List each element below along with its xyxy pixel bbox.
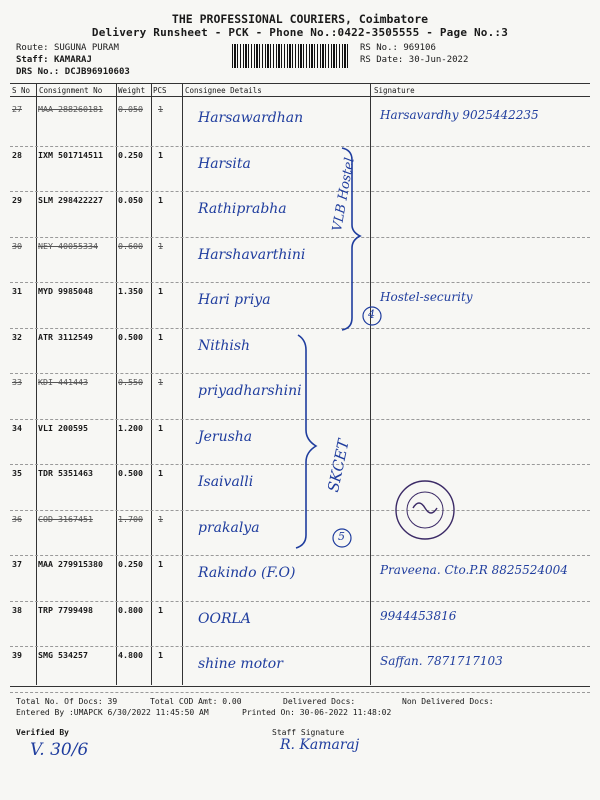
- row-sno: 32: [12, 331, 22, 342]
- row-sno: 31: [12, 286, 22, 296]
- row-weight: 0.800: [118, 604, 143, 615]
- row-pcs: 1: [158, 195, 163, 205]
- verified-by-label: Verified By: [16, 728, 69, 737]
- row-sno: 36: [12, 513, 22, 524]
- row-pcs: 1: [158, 468, 163, 478]
- row-consignment-no: VLI 200595: [38, 422, 88, 433]
- row-sno: 28: [12, 149, 22, 160]
- drs-value: DCJB96910603: [64, 67, 130, 77]
- row-consignee: Jerusha: [198, 428, 253, 445]
- annotation-group2-count: 5: [338, 530, 345, 543]
- annotation-group1-count: 4: [368, 308, 375, 321]
- row-pcs: 1: [158, 513, 163, 524]
- row-weight: 4.800: [118, 650, 143, 660]
- delivered-docs: Delivered Docs:: [283, 697, 356, 706]
- row-weight: 1.700: [118, 513, 143, 524]
- row-pcs: 1: [158, 604, 163, 615]
- row-weight: 0.550: [118, 377, 143, 387]
- row-signature: Praveena. Cto.P.R 8825524004: [380, 563, 568, 577]
- row-pcs: 1: [158, 149, 163, 160]
- drs-label: DRS No.:: [16, 67, 60, 77]
- document-subtitle: Delivery Runsheet - PCK - Phone No.:0422-3505555 - Page No.:3: [91, 26, 509, 39]
- row-consignment-no: COD 3167451: [38, 513, 93, 524]
- verified-signature: V. 30/6: [30, 740, 89, 760]
- row-signature: Hostel-security: [380, 290, 473, 304]
- row-weight: 1.200: [118, 422, 143, 433]
- rs-date-label: RS Date:: [360, 55, 404, 65]
- row-pcs: 1: [158, 331, 163, 342]
- row-sno: 30: [12, 240, 22, 251]
- row-weight: 0.250: [118, 149, 143, 160]
- row-sno: 38: [12, 604, 22, 615]
- row-weight: 0.250: [118, 559, 143, 569]
- row-consignee: Harsita: [198, 155, 251, 172]
- row-sno: 37: [12, 559, 22, 569]
- row-consignee: Hari priya: [198, 292, 271, 308]
- row-consignment-no: KDI 441443: [38, 377, 88, 387]
- row-sno: 29: [12, 195, 22, 205]
- row-consignment-no: TDR 5351463: [38, 468, 93, 478]
- row-sno: 39: [12, 650, 22, 660]
- row-consignment-no: ATR 3112549: [38, 331, 93, 342]
- row-consignee: Nithish: [198, 337, 251, 354]
- staff-signature: R. Kamaraj: [280, 737, 360, 753]
- row-pcs: 1: [158, 240, 163, 251]
- row-pcs: 1: [158, 650, 163, 660]
- row-consignee: Harsawardhan: [198, 110, 304, 126]
- bracket-skcet: [296, 335, 316, 548]
- col-header-signature: Signature: [374, 86, 415, 95]
- row-pcs: 1: [158, 559, 163, 569]
- non-delivered-docs: Non Delivered Docs:: [402, 697, 494, 706]
- annotation-group1: VLB Hostel: [330, 156, 358, 233]
- row-consignee: Isaivalli: [198, 474, 254, 490]
- staff-signature-label: Staff Signature: [272, 728, 345, 737]
- row-weight: 1.350: [118, 286, 143, 296]
- row-sno: 35: [12, 468, 22, 478]
- total-cod: Total COD Amt: 0.00: [150, 697, 242, 706]
- printed-on: Printed On: 30-06-2022 11:48:02: [242, 708, 392, 717]
- row-pcs: 1: [158, 422, 163, 433]
- row-consignee: OORLA: [198, 610, 251, 627]
- rs-no-value: 969106: [403, 43, 436, 53]
- row-consignee: shine motor: [198, 656, 283, 672]
- col-header-weight: Weight: [118, 86, 146, 95]
- staff-value: KAMARAJ: [53, 55, 92, 65]
- row-consignment-no: MAA 279915380: [38, 559, 103, 569]
- row-consignee: Rakindo (F.O): [198, 565, 296, 581]
- row-weight: 0.600: [118, 240, 143, 251]
- row-consignment-no: IXM 501714511: [38, 149, 103, 160]
- row-signature: Harsavardhy 9025442235: [380, 108, 539, 122]
- row-consignment-no: SMG 534257: [38, 650, 88, 660]
- col-header-pcs: PCS: [153, 86, 167, 95]
- row-consignee: Harshavarthini: [198, 246, 306, 263]
- row-pcs: 1: [158, 377, 163, 387]
- total-docs: Total No. Of Docs: 39: [16, 697, 118, 706]
- row-signature: Saffan. 7871717103: [380, 654, 503, 668]
- row-consignee: priyadharshini: [198, 383, 302, 399]
- row-sno: 34: [12, 422, 22, 433]
- document-title: THE PROFESSIONAL COURIERS, Coimbatore: [171, 12, 429, 26]
- row-consignment-no: SLM 298422227: [38, 195, 103, 205]
- col-header-consignee: Consignee Details: [185, 86, 262, 95]
- route-value: SUGUNA PURAM: [53, 43, 119, 53]
- row-weight: 0.500: [118, 468, 143, 478]
- row-consignment-no: MAA 288260181: [38, 104, 103, 114]
- row-consignee: prakalya: [198, 519, 260, 536]
- row-weight: 0.500: [118, 331, 143, 342]
- rs-date-value: 30-Jun-2022: [408, 55, 469, 65]
- row-pcs: 1: [158, 104, 163, 114]
- row-signature: 9944453816: [380, 608, 457, 623]
- row-pcs: 1: [158, 286, 163, 296]
- row-consignment-no: NEY 40055334: [38, 240, 98, 251]
- office-stamp: [396, 481, 454, 539]
- row-consignment-no: MYD 9985048: [38, 286, 93, 296]
- row-weight: 0.050: [118, 104, 143, 114]
- annotation-group2: SKCET: [324, 437, 353, 494]
- row-consignment-no: TRP 7799498: [38, 604, 93, 615]
- route-label: Route:: [16, 43, 49, 53]
- row-sno: 33: [12, 377, 22, 387]
- rs-no-label: RS No.:: [360, 43, 398, 53]
- col-header-sno: S No: [12, 86, 31, 95]
- entered-by: Entered By :UMAPCK 6/30/2022 11:45:50 AM: [16, 708, 209, 717]
- staff-label: Staff:: [16, 55, 49, 65]
- col-header-consignment: Consignment No: [39, 86, 103, 95]
- row-weight: 0.050: [118, 195, 143, 205]
- row-sno: 27: [12, 104, 22, 114]
- row-consignee: Rathiprabha: [198, 201, 287, 217]
